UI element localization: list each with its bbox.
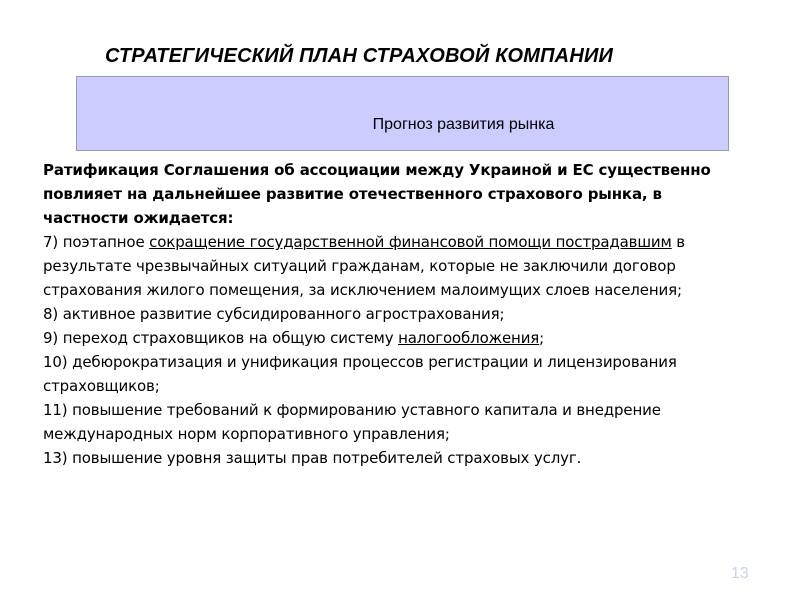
item-text-tail: ; [539,329,545,347]
list-item [43,446,743,470]
underlined-phrase: сокращение государственной финансовой помощи пострадавшим [149,233,672,251]
item-text: 9) переход страховщиков на общую систему [43,329,399,347]
item-text: 7) поэтапное [43,233,150,251]
intro-paragraph: Ратификация Соглашения об ассоциации между Украиной и ЕС существенно повлияет на дальнейшее развитие отечественного страхового рынка, в частности ожидается: [43,161,711,227]
list-item [43,302,743,326]
section-banner [76,76,729,151]
banner-text: Прогноз развития рынка [372,116,555,133]
list-item [43,326,743,350]
item-text: 11) повышение требований к формированию уставного капитала и внедрение международных норм корпоративного управления; [43,401,661,443]
item-text: 10) дебюрократизация и унификация процессов регистрации и лицензирования страховщиков; [43,353,677,395]
list-item [43,398,743,446]
list-item [43,350,743,398]
list-item [43,230,743,302]
item-text: 13) повышение уровня защиты прав потребителей страховых услуг. [43,449,582,467]
item-text: 8) активное развитие субсидированного агрострахования; [43,305,505,323]
slide-title: СТРАТЕГИЧЕСКИЙ ПЛАН СТРАХОВОЙ КОМПАНИИ [105,45,614,67]
body-text [43,158,743,470]
underlined-phrase: налогообложения [398,329,540,347]
item-text-tail: в результате чрезвычайных ситуаций гражданам, которые не заключили договор страхования жилого помещения, за исключением малоимущих слоев населения; [43,233,685,299]
page-number: 13 [731,565,749,582]
